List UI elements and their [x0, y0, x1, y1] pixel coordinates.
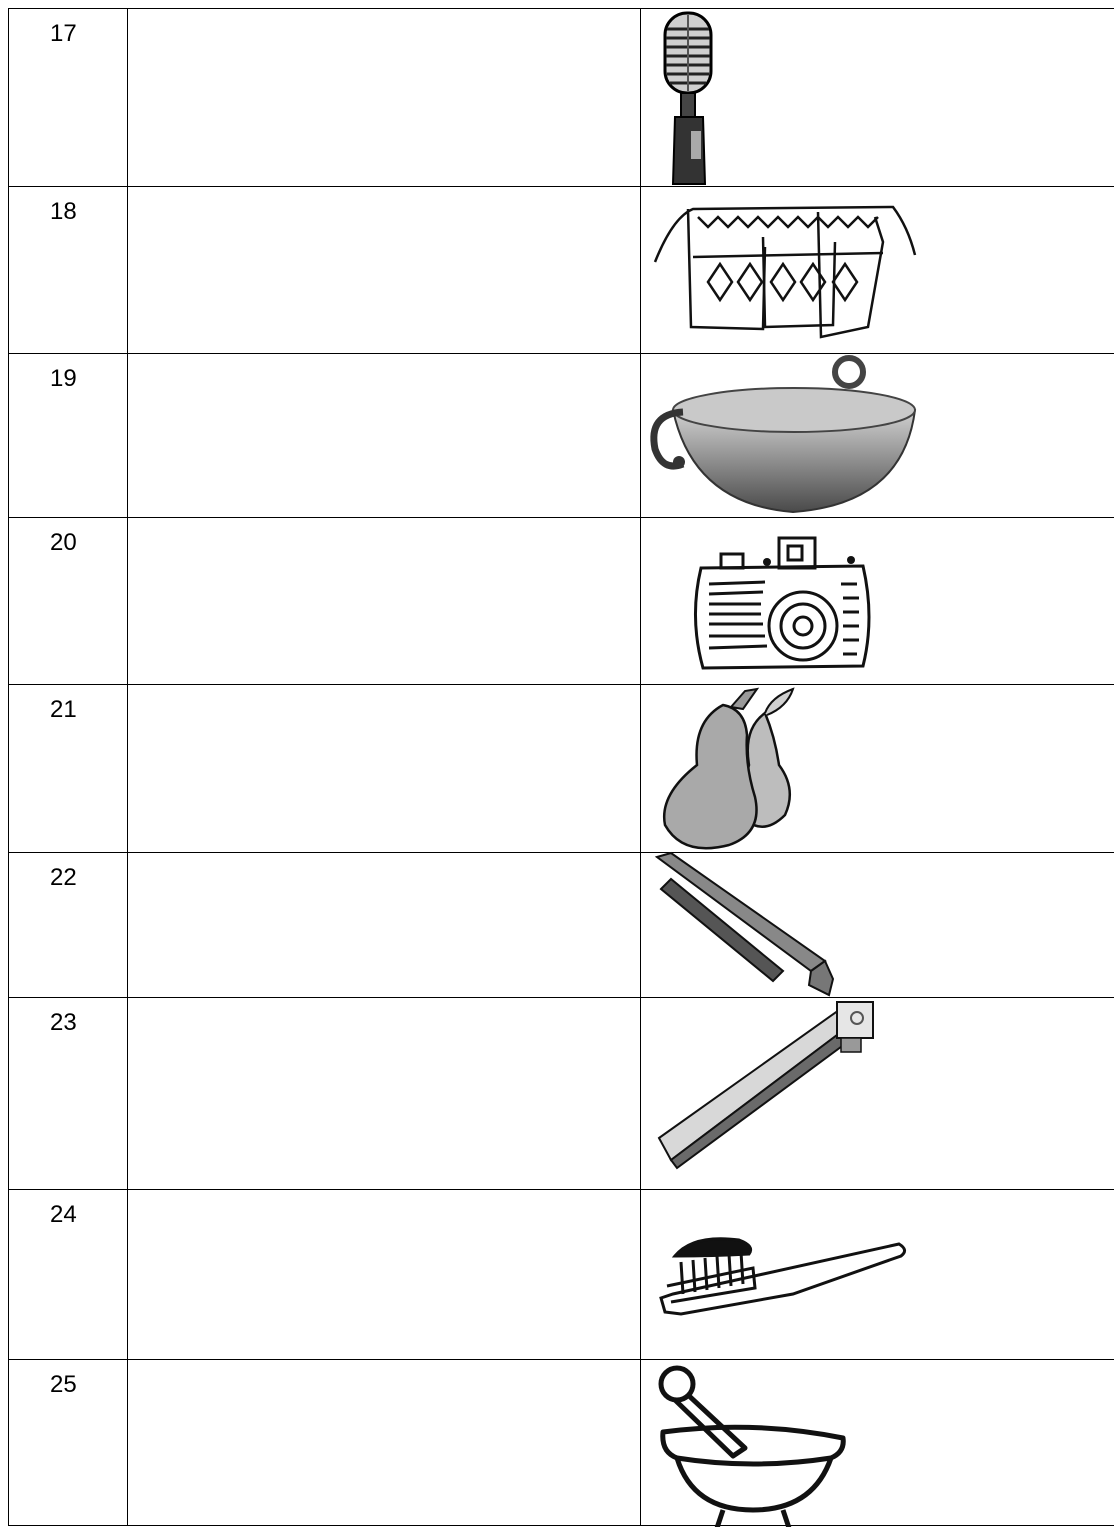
picture-cell	[641, 998, 1115, 1190]
mortar-and-pestle-icon	[653, 1360, 853, 1526]
wok-pan-icon	[653, 354, 923, 518]
row-number-cell	[9, 9, 128, 187]
picture-cell	[641, 1190, 1115, 1360]
picture-cell	[641, 9, 1115, 187]
answer-cell[interactable]	[128, 187, 641, 354]
camera-icon	[653, 518, 923, 685]
picture-cell	[641, 354, 1115, 518]
row-number: 24	[50, 1201, 77, 1228]
picture-cell	[641, 187, 1115, 354]
table-row	[9, 518, 1115, 685]
row-number-cell	[9, 518, 128, 685]
row-number-cell	[9, 187, 128, 354]
row-number: 20	[50, 529, 77, 556]
answer-cell[interactable]	[128, 998, 641, 1190]
row-number: 23	[50, 1009, 77, 1036]
picture-cell	[641, 1360, 1115, 1526]
row-number: 17	[50, 20, 77, 47]
row-number-cell	[9, 685, 128, 853]
microphone-icon	[653, 9, 733, 187]
row-number-cell	[9, 998, 128, 1190]
picture-cell	[641, 518, 1115, 685]
answer-cell[interactable]	[128, 1190, 641, 1360]
table-row	[9, 9, 1115, 187]
picture-cell	[641, 685, 1115, 853]
bunting-garland-icon	[653, 187, 923, 354]
row-number: 21	[50, 696, 77, 723]
picture-cell	[641, 853, 1115, 998]
answer-cell[interactable]	[128, 1360, 641, 1526]
row-number-cell	[9, 354, 128, 518]
row-number-cell	[9, 853, 128, 998]
table-row	[9, 1190, 1115, 1360]
answer-cell[interactable]	[128, 685, 641, 853]
worksheet-sheet	[8, 8, 1114, 1527]
table-row	[9, 685, 1115, 853]
answer-cell[interactable]	[128, 9, 641, 187]
pears-icon	[653, 685, 813, 853]
row-number: 18	[50, 198, 77, 225]
table-row	[9, 354, 1115, 518]
row-number: 25	[50, 1371, 77, 1398]
table-row	[9, 187, 1115, 354]
table-row	[9, 998, 1115, 1190]
fluorescent-tube-light-icon	[653, 998, 893, 1190]
table-row	[9, 1360, 1115, 1526]
toothbrush-icon	[653, 1190, 913, 1360]
answer-cell[interactable]	[128, 518, 641, 685]
row-number-cell	[9, 1360, 128, 1526]
row-number-cell	[9, 1190, 128, 1360]
row-number: 22	[50, 864, 77, 891]
vocabulary-table	[8, 8, 1114, 1526]
row-number: 19	[50, 365, 77, 392]
answer-cell[interactable]	[128, 853, 641, 998]
chisel-icon	[653, 853, 853, 998]
answer-cell[interactable]	[128, 354, 641, 518]
table-row	[9, 853, 1115, 998]
